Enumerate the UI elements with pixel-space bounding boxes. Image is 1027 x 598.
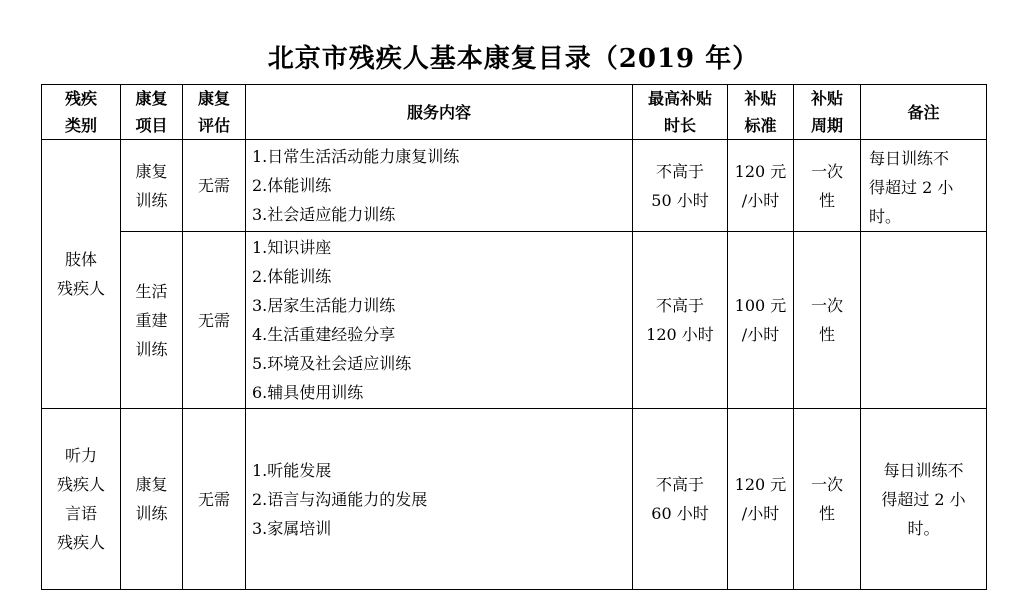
header-rehab-assessment: 康复 评估 (183, 85, 246, 140)
max-hours-cell: 不高于 60 小时 (633, 409, 728, 590)
max-hours-cell: 不高于 120 小时 (633, 232, 728, 409)
service-item: 2.体能训练 (252, 267, 332, 286)
document-title: 北京市残疾人基本康复目录（2019 年） (267, 44, 760, 74)
remarks-cell: 每日训练不 得超过 2 小 时。 (861, 409, 987, 590)
subsidy-period-cell: 一次 性 (794, 409, 861, 590)
assessment-cell: 无需 (183, 140, 246, 232)
header-disability-type: 残疾 类别 (42, 85, 121, 140)
service-item: 2.体能训练 (252, 176, 332, 195)
service-content-cell (246, 232, 633, 409)
service-item: 2.语言与沟通能力的发展 (252, 489, 428, 509)
subsidy-standard-cell: 100 元 /小时 (728, 232, 794, 409)
header-subsidy-standard: 补贴 标准 (728, 85, 794, 140)
table-row (42, 232, 987, 409)
service-content-cell (246, 409, 633, 590)
subsidy-period-cell: 一次 性 (794, 140, 861, 232)
service-item: 3.社会适应能力训练 (252, 205, 396, 224)
header-row (42, 85, 987, 140)
max-hours-cell: 不高于 50 小时 (633, 140, 728, 232)
table-row (42, 409, 987, 590)
header-max-hours: 最高补贴 时长 (633, 85, 728, 140)
rehab-item-cell: 康复 训练 (121, 409, 183, 590)
rehab-item-cell: 生活 重建 训练 (121, 232, 183, 409)
service-item: 3.居家生活能力训练 (252, 296, 396, 315)
disability-type-cell: 听力 残疾人 言语 残疾人 (42, 409, 121, 590)
service-item: 1.日常生活活动能力康复训练 (252, 147, 460, 166)
subsidy-standard-cell: 120 元 /小时 (728, 409, 794, 590)
service-item: 1.听能发展 (252, 460, 332, 480)
subsidy-standard-cell: 120 元 /小时 (728, 140, 794, 232)
service-item: 3.家属培训 (252, 518, 332, 538)
service-content-cell (246, 140, 633, 232)
assessment-cell: 无需 (183, 232, 246, 409)
service-item: 1.知识讲座 (252, 238, 332, 257)
remarks-cell: 每日训练不 得超过 2 小 时。 (861, 140, 987, 232)
assessment-cell: 无需 (183, 409, 246, 590)
remarks-cell (861, 232, 987, 409)
header-service-content: 服务内容 (246, 85, 633, 140)
disability-type-cell: 肢体 残疾人 (42, 140, 121, 409)
header-rehab-item: 康复 项目 (121, 85, 183, 140)
header-remarks: 备注 (861, 85, 987, 140)
service-item: 4.生活重建经验分享 (252, 325, 396, 344)
header-subsidy-period: 补贴 周期 (794, 85, 861, 140)
rehab-item-cell: 康复 训练 (121, 140, 183, 232)
service-item: 6.辅具使用训练 (252, 383, 364, 402)
subsidy-period-cell: 一次 性 (794, 232, 861, 409)
service-item: 5.环境及社会适应训练 (252, 354, 412, 373)
table-row (42, 140, 987, 232)
rehab-catalog-table (41, 84, 987, 590)
